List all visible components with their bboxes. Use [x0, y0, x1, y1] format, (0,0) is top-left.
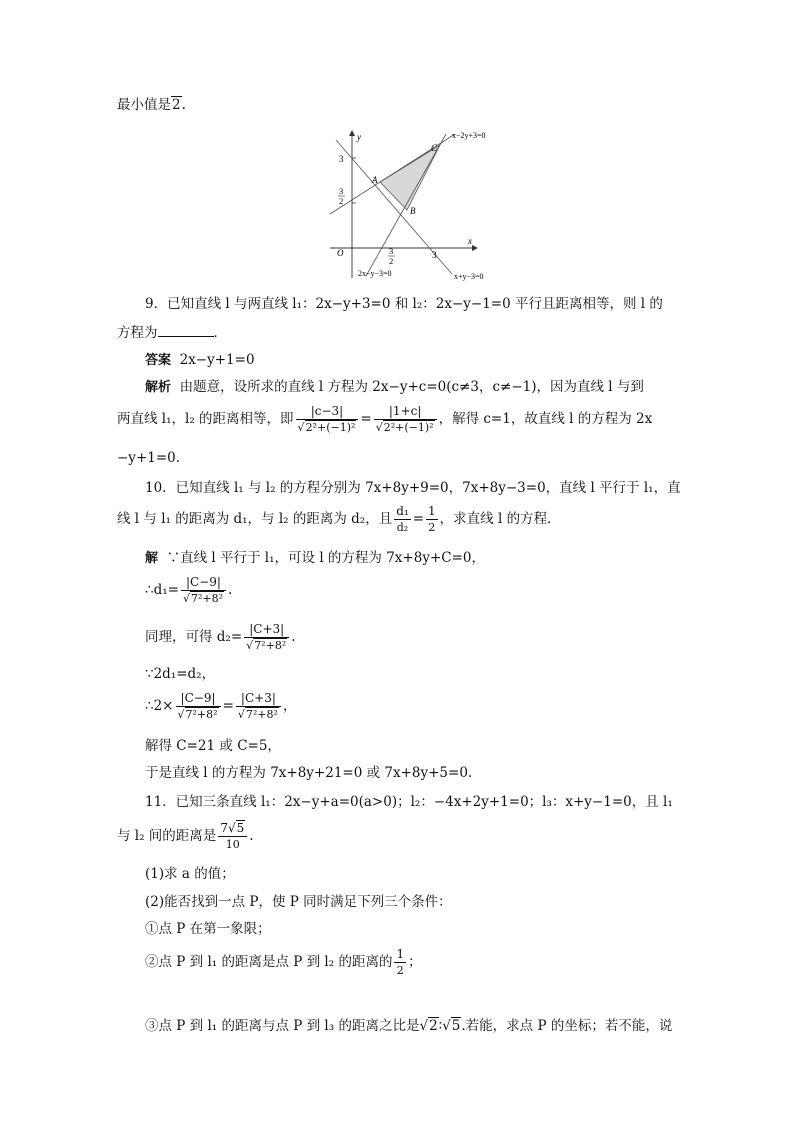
- q10-solution-3: 同理，可得 d₂= $\frac{|C+3|}{\text{√7²+8²}}$ .: [145, 622, 296, 652]
- y-label-3-over-2-num: 3: [339, 186, 344, 196]
- q9-line-1: 9．已知直线 l 与两直线 l₁：2x−y+3=0 和 l₂：2x−y−1=0 平行且距离相等，则 l 的: [145, 296, 663, 312]
- y-label-3-over-2-den: 2: [339, 196, 344, 206]
- ratio-d1-d2: $\frac{\text{d₁}}{\text{d₂}}$: [396, 504, 409, 534]
- point-b-label: B: [410, 206, 416, 216]
- fraction-7sqrt5-over-10: $\frac{7√5}{10}$: [218, 821, 247, 852]
- line-label-2x-y: 2x−y−3=0: [358, 269, 392, 278]
- y-label-3: 3: [339, 154, 344, 164]
- q9-analysis-2: 两直线 l₁，l₂ 的距离相等，即 $\frac{|c-3|}{\text{√2²+(−1)²}}$ = $\frac{|1+c|}{\text{√2²+(−1)²}}$ ，解得 c=1，故直线 l 的方程为 2x: [117, 404, 653, 434]
- q10-solution-2: ∴d₁= $\frac{|C-9|}{\text{√7²+8²}}$ .: [145, 575, 233, 605]
- q10-line-1: 10．已知直线 l₁ 与 l₂ 的方程分别为 7x+8y+9=0，7x+8y−3=0，直线 l 平行于 l₁，直: [145, 480, 681, 496]
- q11-condition-2: ②点 P 到 l₁ 的距离是点 P 到 l₂ 的距离的 $\frac{1}{2}$ ；: [145, 947, 422, 977]
- fraction-1-plus-c: $\frac{|1+c|}{\text{√2²+(−1)²}}$: [374, 404, 437, 435]
- line-label-x-2y: x−2y+3=0: [452, 131, 486, 140]
- q9-line-2: 方程为 ．: [117, 325, 227, 341]
- x-label-3: 3: [432, 250, 437, 260]
- q11-condition-3: ③点 P 到 l₁ 的距离与点 P 到 l₃ 的距离之比是√2∶√5.若能，求点 P 的坐标；若不能，说: [145, 1018, 673, 1034]
- q9-answer: 答案 2x−y+1=0: [145, 352, 255, 368]
- q10-solution-1: 解 ∵直线 l 平行于 l₁，可设 l 的方程为 7x+8y+C=0，: [145, 550, 485, 566]
- analysis-label: 解析: [145, 380, 172, 395]
- y-axis-label: y: [357, 132, 361, 142]
- point-a-label: A: [372, 175, 378, 185]
- q10-solution-5: ∴2× $\frac{|C-9|}{\text{√7²+8²}}$ = $\frac{|C+3|}{\text{√7²+8²}}$ ，: [145, 691, 297, 721]
- q11-condition-1: ①点 P 在第一象限；: [145, 921, 271, 937]
- x-label-3-over-2-num: 3: [389, 246, 394, 256]
- shaded-triangle: [380, 145, 440, 210]
- sqrt-two: 2: [172, 97, 181, 113]
- fraction-one-half: $\frac{1}{2}$: [428, 504, 436, 534]
- solution-label: 解: [145, 551, 159, 566]
- answer-label: 答案: [145, 353, 172, 368]
- q10-solution-4: ∵2d₁=d₂，: [145, 666, 216, 682]
- q11-line-1: 11．已知三条直线 l₁：2x−y+a=0(a>0)；l₂：−4x+2y+1=0；l₃：x+y−1=0，且 l₁: [145, 794, 673, 810]
- q11-line-2: 与 l₂ 间的距离是 $\frac{7√5}{10}$ .: [117, 821, 254, 851]
- answer-blank: [158, 324, 214, 337]
- q11-part-2: (2)能否找到一点 P，使 P 同时满足下列三个条件：: [145, 894, 452, 910]
- q9-analysis-1: 解析 由题意，设所求的直线 l 方程为 2x−y+c=0(c≠3，c≠−1)，因为直线 l 与到: [145, 379, 644, 395]
- feasible-region-figure: [322, 128, 508, 284]
- q11-part-1: (1)求 a 的值；: [145, 866, 235, 882]
- origin-label: O: [337, 248, 344, 258]
- point-c-label: C: [431, 143, 438, 153]
- fraction-c-minus-3: $\frac{|c-3|}{\text{√2²+(−1)²}}$: [296, 404, 359, 435]
- q10-solution-6: 解得 C=21 或 C=5，: [145, 738, 281, 754]
- x-axis-label: x: [468, 236, 472, 246]
- x-axis-arrow: [472, 245, 478, 251]
- y-axis-arrow: [349, 130, 355, 136]
- line-label-x-y: x+y−3=0: [454, 272, 484, 281]
- top-line: 最小值是2.: [117, 97, 186, 113]
- q10-line-2: 线 l 与 l₁ 的距离为 d₁，与 l₂ 的距离为 d₂，且 $\frac{\text{d₁}}{\text{d₂}}$ = $\frac{1}{2}$ ，求直线 l 的方程．: [117, 504, 561, 534]
- q10-solution-7: 于是直线 l 的方程为 7x+8y+21=0 或 7x+8y+5=0.: [145, 765, 473, 781]
- q9-analysis-3: −y+1=0.: [117, 450, 181, 466]
- x-label-3-over-2-den: 2: [389, 256, 394, 266]
